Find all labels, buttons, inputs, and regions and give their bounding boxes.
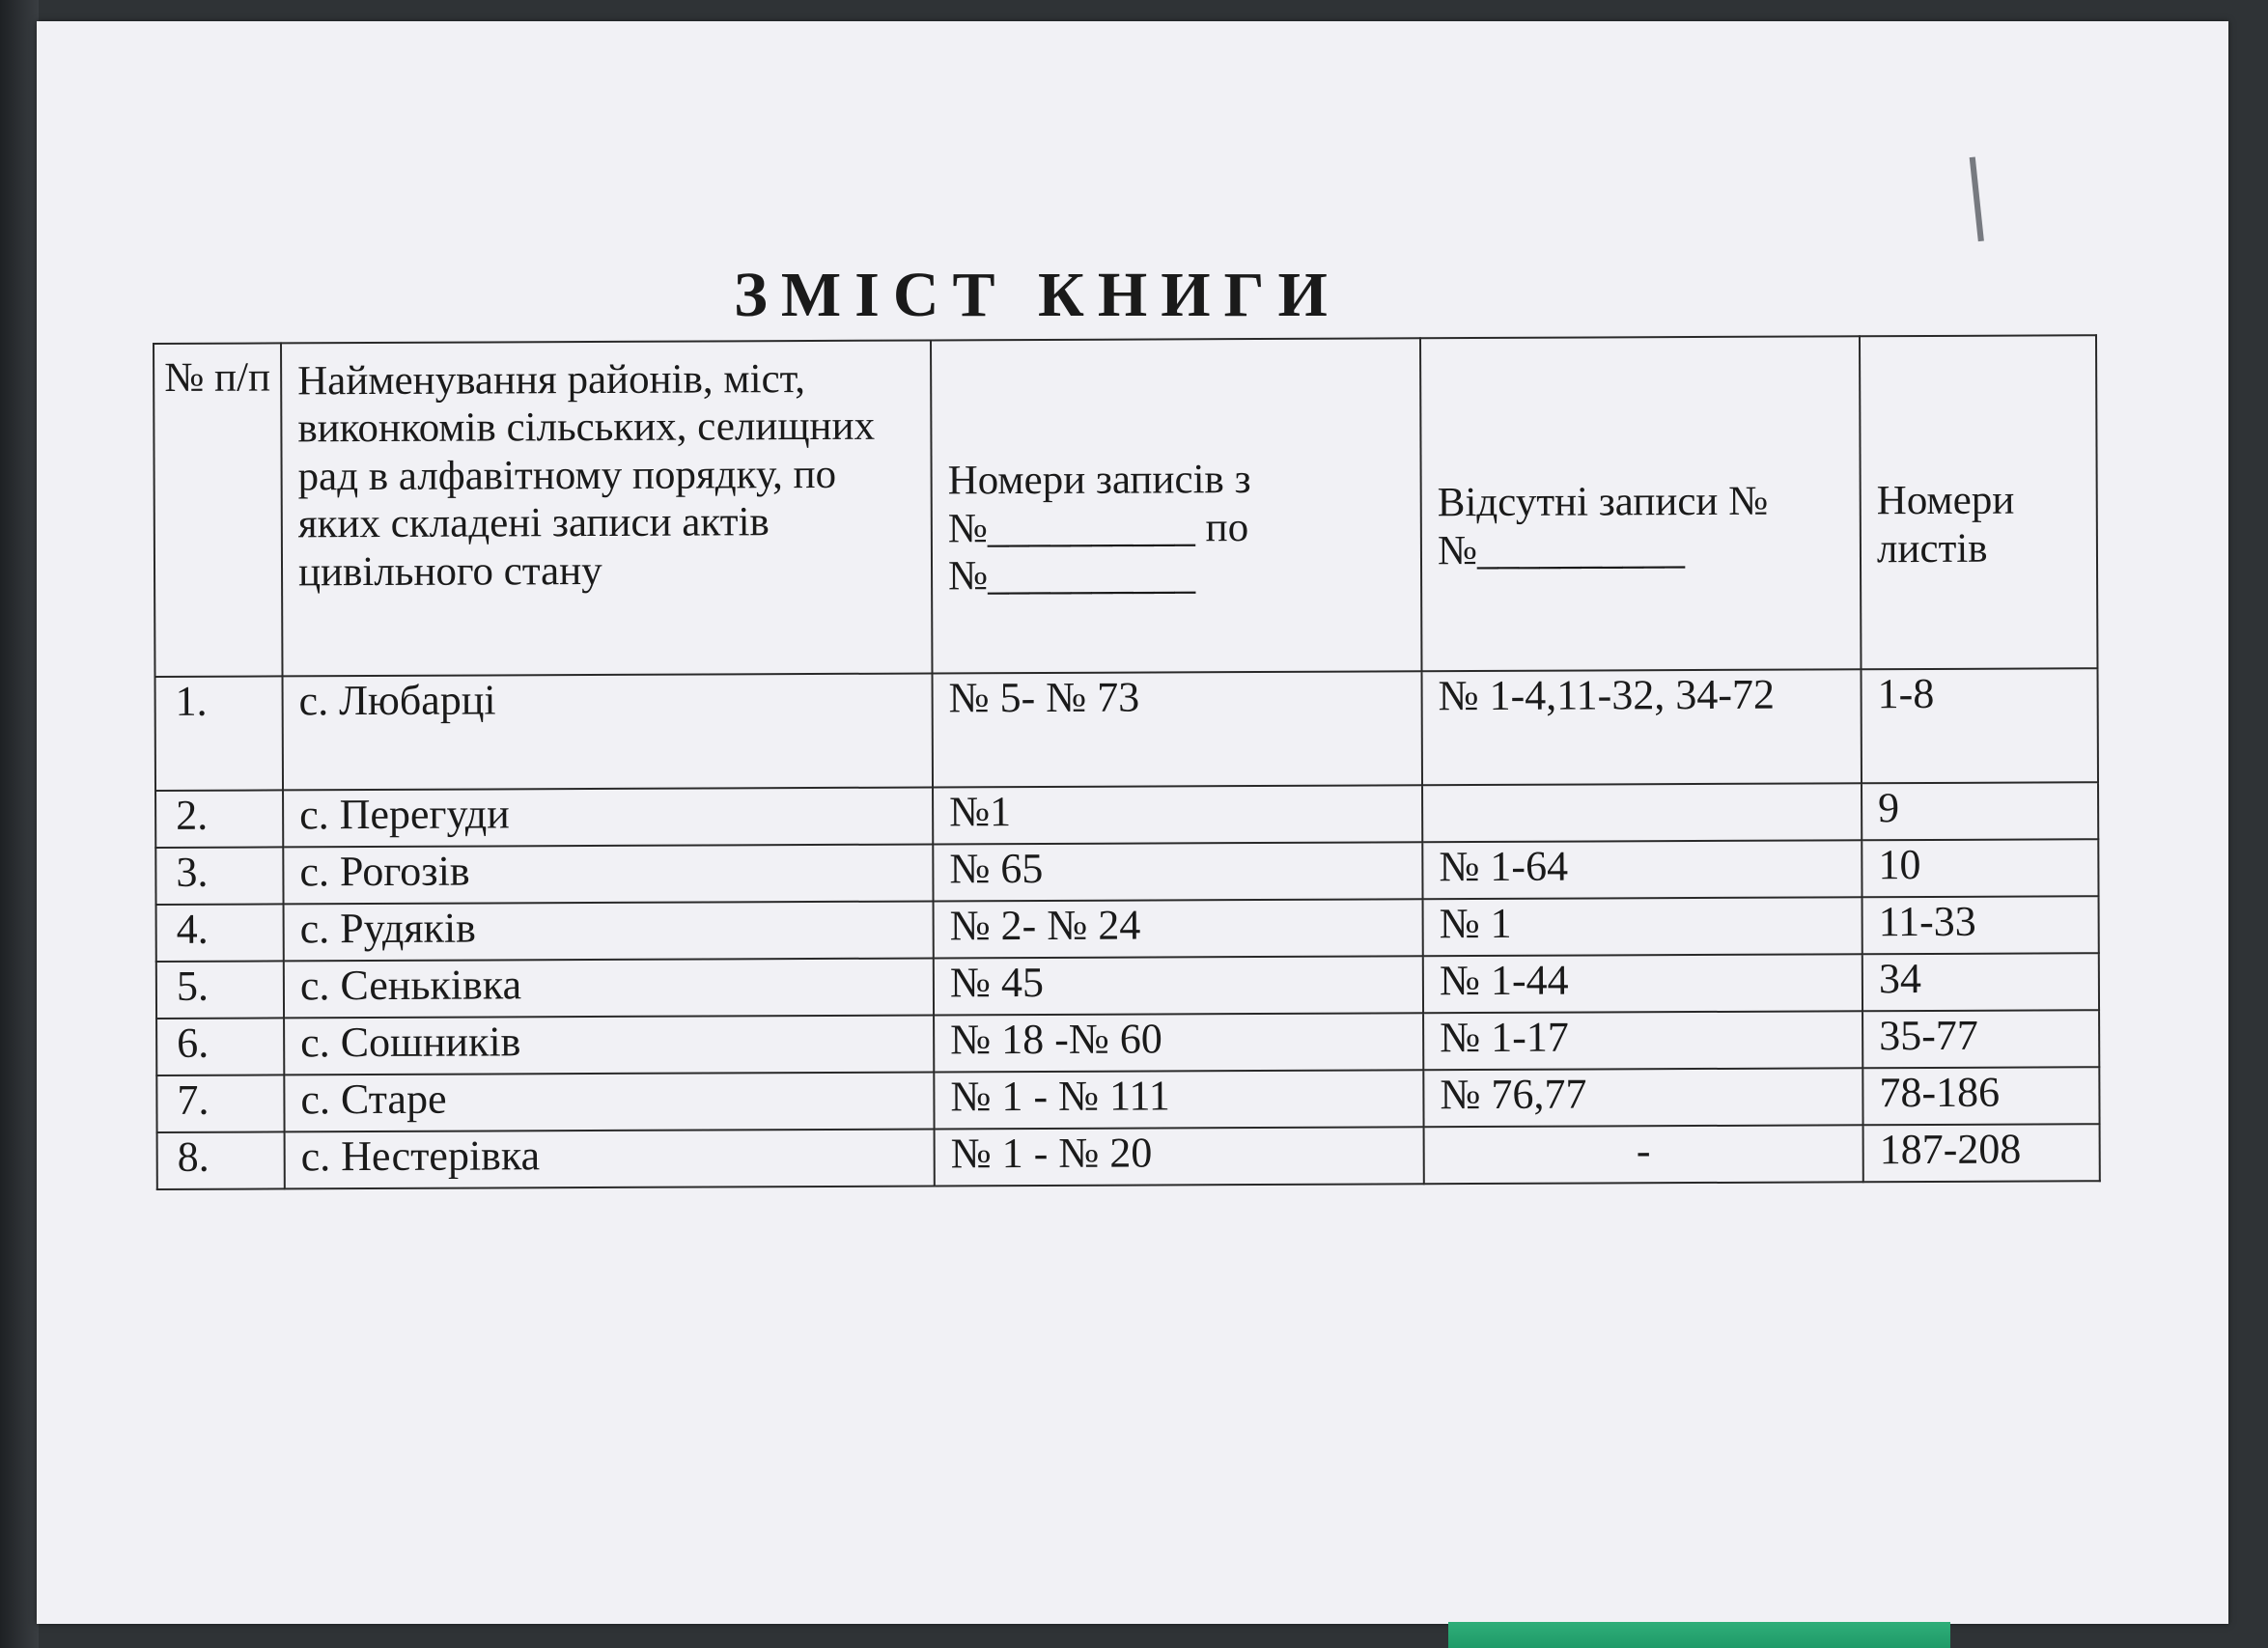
row-sheets: 11-33 <box>1862 896 2099 954</box>
row-missing <box>1422 783 1862 842</box>
row-name: с. Сеньківка <box>284 958 934 1018</box>
row-records: №1 <box>933 785 1422 844</box>
row-number: 8. <box>157 1131 285 1189</box>
row-number: 6. <box>156 1018 284 1075</box>
row-sheets: 34 <box>1862 953 2099 1011</box>
table-row <box>155 839 2098 905</box>
row-records: № 45 <box>934 956 1423 1015</box>
table-row <box>155 668 2098 791</box>
row-number: 7. <box>156 1075 284 1132</box>
header-missing: Відсутні записи №№__________ <box>1420 336 1862 671</box>
row-records: № 5- № 73 <box>933 671 1423 787</box>
row-missing: № 1-64 <box>1422 840 1862 899</box>
row-number: 1. <box>155 676 284 791</box>
table-row <box>156 896 2099 962</box>
contents-table <box>153 334 2101 1190</box>
row-name: с. Любарці <box>283 673 934 790</box>
row-records: № 1 - № 20 <box>935 1127 1424 1186</box>
row-records: № 65 <box>933 842 1422 901</box>
row-records: № 18 -№ 60 <box>934 1013 1423 1072</box>
table-header-row <box>154 335 2097 677</box>
handwritten-page-mark <box>1941 116 2028 280</box>
row-name: с. Рогозів <box>283 844 933 904</box>
row-missing: № 76,77 <box>1423 1068 1862 1127</box>
row-number: 5. <box>156 961 284 1019</box>
page-mark-letter: I <box>1952 133 2002 271</box>
row-sheets: 78-186 <box>1862 1067 2099 1125</box>
header-name: Найменування районів, міст, виконкомів сільських, селищних рад в алфавітному порядку, по яких складені записи актів цивільного стану <box>281 340 932 676</box>
header-records: Номери записів з №__________ по №__________ <box>931 338 1422 673</box>
row-missing: № 1-17 <box>1423 1011 1862 1070</box>
document-title: ЗМІСТ КНИГИ <box>734 260 1341 330</box>
row-name: с. Рудяків <box>284 901 934 961</box>
row-sheets: 1-8 <box>1861 668 2098 783</box>
row-missing: № 1-4,11-32, 34-72 <box>1421 669 1862 785</box>
table-row <box>156 1067 2099 1132</box>
row-sheets: 10 <box>1862 839 2098 897</box>
row-name: с. Нестерівка <box>285 1129 935 1188</box>
table-row <box>156 1010 2099 1075</box>
row-sheets: 35-77 <box>1862 1010 2099 1068</box>
table-row <box>155 782 2098 848</box>
row-missing: - <box>1424 1125 1863 1184</box>
row-name: с. Перегуди <box>283 787 933 847</box>
row-name: с. Сошників <box>284 1015 934 1075</box>
header-sheets: Номери листів <box>1860 335 2098 669</box>
row-missing: № 1-44 <box>1423 954 1862 1013</box>
row-name: с. Старе <box>284 1072 934 1131</box>
scan-edge-shadow <box>0 0 39 1648</box>
row-missing: № 1 <box>1423 897 1862 956</box>
row-number: 3. <box>155 847 283 905</box>
row-number: 2. <box>155 790 283 848</box>
row-records: № 1 - № 111 <box>934 1070 1423 1129</box>
table-row <box>157 1124 2100 1189</box>
row-sheets: 187-208 <box>1863 1124 2100 1182</box>
table-row <box>156 953 2099 1019</box>
row-number: 4. <box>156 904 284 962</box>
row-records: № 2- № 24 <box>934 899 1423 958</box>
green-folder-tab <box>1448 1622 1950 1648</box>
row-sheets: 9 <box>1862 782 2098 840</box>
header-number: № п/п <box>154 343 283 677</box>
